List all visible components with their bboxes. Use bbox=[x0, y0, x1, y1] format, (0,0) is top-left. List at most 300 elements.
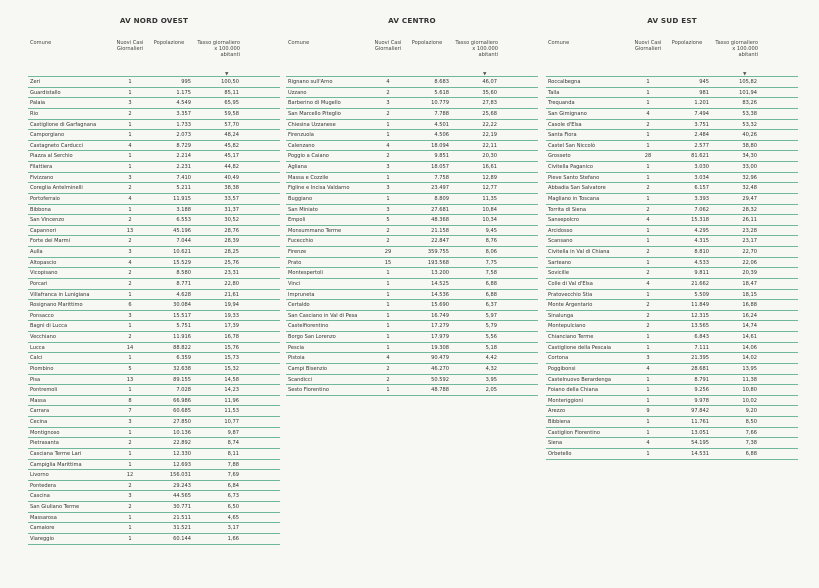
cell-nuovi-casi: 1 bbox=[128, 525, 132, 532]
cell-tasso: 8,06 bbox=[485, 249, 497, 255]
table-row bbox=[546, 279, 798, 290]
cell-nuovi-casi: 1 bbox=[646, 259, 650, 266]
table-row bbox=[286, 258, 538, 269]
cell-nuovi-casi: 2 bbox=[386, 153, 390, 160]
cell-popolazione: 995 bbox=[181, 79, 191, 85]
table-row bbox=[28, 417, 280, 428]
table-row bbox=[286, 332, 538, 343]
table-row bbox=[546, 88, 798, 99]
cell-comune: Vicopisano bbox=[30, 270, 58, 277]
cell-comune: Aulla bbox=[30, 249, 43, 255]
cell-tasso: 14,58 bbox=[224, 376, 239, 383]
table-row bbox=[546, 375, 798, 386]
cell-nuovi-casi: 3 bbox=[128, 100, 132, 107]
cell-nuovi-casi: 1 bbox=[386, 121, 390, 128]
cell-popolazione: 156.031 bbox=[169, 472, 191, 479]
table-row bbox=[28, 428, 280, 439]
cell-nuovi-casi: 2 bbox=[386, 238, 390, 245]
cell-popolazione: 3.751 bbox=[694, 121, 709, 128]
cell-tasso: 45,17 bbox=[224, 153, 239, 160]
cell-popolazione: 54.195 bbox=[691, 440, 709, 447]
cell-nuovi-casi: 1 bbox=[128, 461, 132, 468]
table-row bbox=[546, 247, 798, 258]
header-comune[interactable]: Comune bbox=[288, 40, 310, 46]
cell-nuovi-casi: 2 bbox=[646, 323, 650, 330]
cell-popolazione: 5.211 bbox=[176, 185, 191, 192]
cell-comune: Bagni di Lucca bbox=[30, 323, 68, 330]
table-row bbox=[286, 300, 538, 311]
header-comune[interactable]: Comune bbox=[548, 40, 570, 46]
cell-comune: Trequanda bbox=[548, 100, 575, 107]
table-row bbox=[286, 375, 538, 386]
cell-popolazione: 89.155 bbox=[173, 376, 191, 383]
cell-comune: Coreglia Antelminelli bbox=[30, 185, 83, 192]
cell-nuovi-casi: 2 bbox=[646, 312, 650, 319]
cell-tasso: 3,95 bbox=[485, 376, 497, 383]
cell-comune: Rosignano Marittimo bbox=[30, 302, 83, 309]
cell-comune: Chiesina Uzzanese bbox=[288, 121, 336, 128]
cell-comune: Castiglion Fiorentino bbox=[548, 429, 600, 436]
cell-popolazione: 29.243 bbox=[173, 482, 191, 489]
table-row bbox=[546, 268, 798, 279]
cell-popolazione: 15.517 bbox=[173, 312, 191, 319]
header-nuovi-casi[interactable]: Nuovi Casi Giornalieri bbox=[634, 40, 662, 52]
cell-nuovi-casi: 2 bbox=[646, 270, 650, 277]
table-row bbox=[28, 247, 280, 258]
cell-nuovi-casi: 4 bbox=[646, 365, 650, 372]
cell-popolazione: 21.158 bbox=[431, 227, 449, 234]
cell-popolazione: 27.681 bbox=[431, 206, 449, 213]
cell-tasso: 8,76 bbox=[485, 238, 497, 245]
cell-comune: Pisa bbox=[30, 376, 41, 383]
cell-tasso: 18,15 bbox=[742, 291, 757, 298]
cell-tasso: 32,96 bbox=[742, 174, 757, 181]
cell-nuovi-casi: 1 bbox=[646, 238, 650, 245]
cell-popolazione: 8.791 bbox=[694, 376, 709, 383]
cell-comune: San Casciano in Val di Pesa bbox=[288, 312, 358, 319]
table-row bbox=[28, 215, 280, 226]
table-row bbox=[286, 226, 538, 237]
cell-comune: Carrara bbox=[30, 408, 50, 415]
cell-nuovi-casi: 1 bbox=[128, 132, 132, 139]
cell-nuovi-casi: 6 bbox=[128, 302, 132, 309]
cell-comune: Scandicci bbox=[288, 376, 313, 383]
cell-popolazione: 2.214 bbox=[176, 153, 191, 160]
cell-nuovi-casi: 1 bbox=[646, 450, 650, 457]
table-row bbox=[546, 449, 798, 460]
cell-nuovi-casi: 2 bbox=[128, 440, 132, 447]
table-row bbox=[286, 385, 538, 396]
cell-tasso: 100,50 bbox=[221, 79, 239, 85]
table-row bbox=[28, 183, 280, 194]
cell-popolazione: 7.062 bbox=[694, 206, 709, 213]
cell-tasso: 40,26 bbox=[742, 132, 757, 139]
cell-tasso: 8,74 bbox=[227, 440, 239, 447]
table-row bbox=[546, 183, 798, 194]
cell-comune: Sansepolcro bbox=[548, 217, 580, 224]
table-row bbox=[546, 300, 798, 311]
cell-tasso: 9,45 bbox=[485, 227, 497, 234]
cell-tasso: 38,38 bbox=[224, 185, 239, 192]
table-row bbox=[28, 470, 280, 481]
table-row bbox=[28, 98, 280, 109]
cell-popolazione: 7.410 bbox=[176, 174, 191, 181]
header-tasso[interactable]: Tasso giornaliero x 100.000 abitanti bbox=[197, 40, 240, 58]
cell-nuovi-casi: 1 bbox=[646, 397, 650, 404]
cell-nuovi-casi: 1 bbox=[128, 291, 132, 298]
table-row bbox=[546, 406, 798, 417]
table-row bbox=[546, 226, 798, 237]
cell-popolazione: 21.395 bbox=[691, 355, 709, 362]
cell-comune: Piazza al Serchio bbox=[30, 153, 73, 160]
table-row bbox=[286, 130, 538, 141]
cell-tasso: 14,23 bbox=[224, 387, 239, 394]
cell-comune: Firenzuola bbox=[288, 132, 314, 139]
header-nuovi-casi[interactable]: Nuovi Casi Giornalieri bbox=[374, 40, 402, 52]
cell-popolazione: 60.685 bbox=[173, 408, 191, 415]
cell-comune: Vecchiano bbox=[30, 334, 56, 340]
table-row bbox=[28, 258, 280, 269]
cell-comune: Cecina bbox=[30, 419, 48, 425]
table-row bbox=[546, 77, 798, 88]
cell-comune: Capannori bbox=[30, 227, 57, 234]
cell-tasso: 22,22 bbox=[482, 121, 497, 128]
cell-tasso: 12,77 bbox=[482, 185, 497, 192]
cell-popolazione: 44.565 bbox=[173, 493, 191, 500]
cell-nuovi-casi: 1 bbox=[128, 206, 132, 213]
cell-comune: San Gimignano bbox=[548, 110, 587, 117]
cell-comune: Piombino bbox=[30, 365, 54, 372]
table-row bbox=[546, 311, 798, 322]
cell-nuovi-casi: 1 bbox=[128, 121, 132, 128]
cell-tasso: 9,87 bbox=[227, 429, 239, 436]
cell-comune: Montepulciano bbox=[548, 323, 586, 330]
cell-comune: Rio bbox=[30, 110, 39, 117]
cell-comune: Colle di Val d'Elsa bbox=[548, 280, 593, 287]
cell-comune: Impruneta bbox=[288, 291, 315, 298]
cell-tasso: 25,76 bbox=[224, 259, 239, 266]
cell-tasso: 28,39 bbox=[224, 238, 239, 245]
header-comune[interactable]: Comune bbox=[30, 40, 52, 46]
table-row bbox=[286, 353, 538, 364]
cell-tasso: 21,61 bbox=[224, 291, 239, 298]
table-row bbox=[546, 290, 798, 301]
table-row bbox=[286, 205, 538, 216]
cell-tasso: 15,32 bbox=[224, 365, 239, 372]
cell-tasso: 38,80 bbox=[742, 142, 757, 149]
cell-popolazione: 48.788 bbox=[431, 387, 449, 394]
cell-popolazione: 16.749 bbox=[431, 312, 449, 319]
cell-nuovi-casi: 13 bbox=[126, 227, 134, 234]
cell-tasso: 59,58 bbox=[224, 110, 239, 117]
cell-comune: Sarteano bbox=[548, 259, 572, 266]
cell-popolazione: 10.136 bbox=[173, 429, 191, 436]
cell-tasso: 7,58 bbox=[485, 270, 497, 277]
cell-nuovi-casi: 1 bbox=[646, 419, 650, 425]
cell-comune: Massarosa bbox=[30, 514, 57, 521]
cell-tasso: 65,95 bbox=[224, 100, 239, 107]
cell-tasso: 1,66 bbox=[227, 535, 239, 542]
cell-tasso: 33,00 bbox=[742, 164, 757, 170]
cell-comune: Montignoso bbox=[30, 429, 60, 436]
cell-tasso: 10,02 bbox=[742, 397, 757, 404]
cell-nuovi-casi: 2 bbox=[646, 249, 650, 255]
cell-comune: Grosseto bbox=[548, 153, 571, 160]
header-tasso[interactable]: Tasso giornaliero x 100.000 abitanti bbox=[715, 40, 758, 58]
cell-comune: Pieve Santo Stefano bbox=[548, 174, 600, 181]
cell-nuovi-casi: 4 bbox=[128, 259, 132, 266]
cell-nuovi-casi: 3 bbox=[646, 355, 650, 362]
table-row bbox=[546, 353, 798, 364]
cell-comune: Bibbiena bbox=[548, 419, 571, 425]
cell-popolazione: 7.494 bbox=[694, 110, 709, 117]
table-row bbox=[28, 120, 280, 131]
cell-comune: Civitella Paganico bbox=[548, 164, 593, 170]
cell-nuovi-casi: 1 bbox=[386, 334, 390, 340]
cell-tasso: 8,50 bbox=[745, 419, 757, 425]
cell-tasso: 7,66 bbox=[745, 429, 757, 436]
cell-comune: Castiglione della Pescaia bbox=[548, 344, 611, 351]
cell-popolazione: 14.536 bbox=[431, 291, 449, 298]
cell-comune: Chianciano Terme bbox=[548, 334, 594, 340]
cell-comune: Monteriggioni bbox=[548, 397, 584, 404]
table-row bbox=[546, 321, 798, 332]
cell-popolazione: 8.810 bbox=[694, 249, 709, 255]
table-row bbox=[286, 173, 538, 184]
cell-tasso: 6,88 bbox=[485, 291, 497, 298]
cell-comune: Certaldo bbox=[288, 302, 310, 309]
cell-comune: Calenzano bbox=[288, 142, 315, 149]
table-row bbox=[28, 130, 280, 141]
cell-comune: Barberino di Mugello bbox=[288, 100, 341, 107]
cell-nuovi-casi: 1 bbox=[386, 387, 390, 394]
table-row bbox=[546, 417, 798, 428]
table-row bbox=[28, 88, 280, 99]
cell-popolazione: 5.509 bbox=[694, 291, 709, 298]
table-row bbox=[286, 109, 538, 120]
cell-nuovi-casi: 1 bbox=[386, 195, 390, 202]
table-row bbox=[546, 205, 798, 216]
cell-comune: Arcidosso bbox=[548, 227, 573, 234]
cell-popolazione: 30.084 bbox=[173, 302, 191, 309]
cell-popolazione: 19.308 bbox=[431, 344, 449, 351]
cell-comune: Firenze bbox=[288, 249, 307, 255]
cell-comune: Cortona bbox=[548, 355, 569, 362]
cell-tasso: 3,17 bbox=[227, 525, 239, 532]
cell-popolazione: 31.521 bbox=[173, 525, 191, 532]
cell-nuovi-casi: 1 bbox=[128, 164, 132, 170]
cell-nuovi-casi: 2 bbox=[128, 504, 132, 510]
cell-nuovi-casi: 1 bbox=[128, 355, 132, 362]
cell-tasso: 6,88 bbox=[485, 280, 497, 287]
cell-popolazione: 5.618 bbox=[434, 89, 449, 96]
cell-popolazione: 4.549 bbox=[176, 100, 191, 107]
cell-comune: Campi Bisenzio bbox=[288, 365, 328, 372]
table-row bbox=[286, 279, 538, 290]
cell-tasso: 22,70 bbox=[742, 249, 757, 255]
cell-popolazione: 18.057 bbox=[431, 164, 449, 170]
table-row bbox=[546, 194, 798, 205]
cell-tasso: 14,61 bbox=[742, 334, 757, 340]
cell-tasso: 6,73 bbox=[227, 493, 239, 500]
cell-tasso: 27,83 bbox=[482, 100, 497, 107]
cell-tasso: 31,37 bbox=[224, 206, 239, 213]
cell-comune: Foiano della Chiana bbox=[548, 387, 598, 394]
table-row bbox=[286, 311, 538, 322]
cell-popolazione: 9.811 bbox=[694, 270, 709, 277]
cell-tasso: 57,70 bbox=[224, 121, 239, 128]
cell-comune: Campiglia Marittima bbox=[30, 461, 82, 468]
cell-popolazione: 22.847 bbox=[431, 238, 449, 245]
cell-comune: Monsummano Terme bbox=[288, 227, 342, 234]
cell-comune: Sinalunga bbox=[548, 312, 574, 319]
cell-nuovi-casi: 2 bbox=[128, 270, 132, 277]
cell-tasso: 16,24 bbox=[742, 312, 757, 319]
table-header bbox=[286, 40, 538, 78]
header-popolazione[interactable]: Popolazione bbox=[411, 40, 443, 46]
cell-nuovi-casi: 12 bbox=[126, 472, 134, 479]
sort-desc-icon[interactable]: ▼ bbox=[483, 72, 487, 77]
cell-tasso: 22,19 bbox=[482, 132, 497, 139]
cell-tasso: 32,48 bbox=[742, 185, 757, 192]
cell-popolazione: 3.034 bbox=[694, 174, 709, 181]
cell-tasso: 7,38 bbox=[745, 440, 757, 447]
table-row bbox=[28, 481, 280, 492]
cell-comune: Vinci bbox=[288, 280, 301, 287]
cell-nuovi-casi: 5 bbox=[386, 217, 390, 224]
cell-tasso: 7,75 bbox=[485, 259, 497, 266]
cell-nuovi-casi: 7 bbox=[128, 408, 132, 415]
table-row bbox=[546, 236, 798, 247]
table-row bbox=[546, 343, 798, 354]
cell-popolazione: 10.779 bbox=[431, 100, 449, 107]
cell-nuovi-casi: 1 bbox=[128, 535, 132, 542]
table-row bbox=[286, 364, 538, 375]
table-row bbox=[28, 534, 280, 545]
cell-nuovi-casi: 3 bbox=[386, 206, 390, 213]
cell-nuovi-casi: 28 bbox=[644, 153, 652, 160]
cell-popolazione: 359.755 bbox=[427, 249, 449, 255]
cell-comune: Magliano in Toscana bbox=[548, 195, 600, 202]
cell-popolazione: 4.315 bbox=[694, 238, 709, 245]
table-row bbox=[28, 173, 280, 184]
cell-tasso: 5,97 bbox=[485, 312, 497, 319]
table-row bbox=[286, 141, 538, 152]
header-nuovi-casi[interactable]: Nuovi Casi Giornalieri bbox=[116, 40, 144, 52]
cell-nuovi-casi: 1 bbox=[646, 174, 650, 181]
cell-nuovi-casi: 4 bbox=[386, 355, 390, 362]
cell-comune: Cascina bbox=[30, 493, 50, 500]
table-row bbox=[28, 375, 280, 386]
cell-popolazione: 6.843 bbox=[694, 334, 709, 340]
cell-popolazione: 6.359 bbox=[176, 355, 191, 362]
cell-tasso: 6,50 bbox=[227, 504, 239, 510]
cell-tasso: 20,30 bbox=[482, 153, 497, 160]
cell-popolazione: 4.628 bbox=[176, 291, 191, 298]
cell-tasso: 5,79 bbox=[485, 323, 497, 330]
header-popolazione[interactable]: Popolazione bbox=[671, 40, 703, 46]
panel-title: AV SUD EST bbox=[647, 16, 697, 25]
table-row bbox=[28, 364, 280, 375]
cell-nuovi-casi: 1 bbox=[646, 132, 650, 139]
cell-popolazione: 17.279 bbox=[431, 323, 449, 330]
cell-tasso: 22,11 bbox=[482, 142, 497, 149]
header-popolazione[interactable]: Popolazione bbox=[153, 40, 185, 46]
cell-popolazione: 8.683 bbox=[434, 79, 449, 85]
cell-tasso: 6,37 bbox=[485, 302, 497, 309]
cell-tasso: 46,07 bbox=[482, 79, 497, 85]
cell-comune: San Vincenzo bbox=[30, 217, 65, 224]
table-body bbox=[546, 76, 798, 460]
cell-nuovi-casi: 5 bbox=[128, 365, 132, 372]
table-row bbox=[28, 77, 280, 88]
cell-comune: Massa bbox=[30, 397, 46, 404]
cell-tasso: 30,52 bbox=[224, 217, 239, 224]
cell-tasso: 4,65 bbox=[227, 514, 239, 521]
cell-comune: Ponsacco bbox=[30, 312, 54, 319]
cell-popolazione: 981 bbox=[699, 89, 709, 96]
cell-nuovi-casi: 1 bbox=[128, 89, 132, 96]
cell-nuovi-casi: 3 bbox=[386, 164, 390, 170]
cell-popolazione: 11.849 bbox=[691, 302, 709, 309]
cell-popolazione: 10.621 bbox=[173, 249, 191, 255]
cell-comune: Borgo San Lorenzo bbox=[288, 334, 336, 340]
cell-tasso: 28,25 bbox=[224, 249, 239, 255]
cell-tasso: 105,82 bbox=[739, 79, 757, 85]
cell-popolazione: 7.788 bbox=[434, 110, 449, 117]
cell-tasso: 33,57 bbox=[224, 195, 239, 202]
cell-popolazione: 7.111 bbox=[694, 344, 709, 351]
cell-nuovi-casi: 1 bbox=[128, 514, 132, 521]
cell-comune: Santa Fiora bbox=[548, 132, 577, 139]
sort-desc-icon[interactable]: ▼ bbox=[743, 72, 747, 77]
cell-popolazione: 13.051 bbox=[691, 429, 709, 436]
table-row bbox=[546, 130, 798, 141]
cell-nuovi-casi: 3 bbox=[128, 312, 132, 319]
cell-popolazione: 4.501 bbox=[434, 121, 449, 128]
cell-popolazione: 4.295 bbox=[694, 227, 709, 234]
sort-desc-icon[interactable]: ▼ bbox=[225, 72, 229, 77]
cell-popolazione: 23.497 bbox=[431, 185, 449, 192]
cell-comune: Sovicille bbox=[548, 270, 569, 277]
table-row bbox=[546, 364, 798, 375]
cell-tasso: 15,76 bbox=[224, 344, 239, 351]
cell-comune: Castiglione di Garfagnana bbox=[30, 121, 97, 128]
cell-nuovi-casi: 3 bbox=[128, 419, 132, 425]
cell-popolazione: 4.533 bbox=[694, 259, 709, 266]
header-tasso[interactable]: Tasso giornaliero x 100.000 abitanti bbox=[455, 40, 498, 58]
cell-comune: San Giuliano Terme bbox=[30, 504, 80, 510]
cell-popolazione: 8.771 bbox=[176, 280, 191, 287]
cell-popolazione: 9.256 bbox=[694, 387, 709, 394]
cell-comune: Pratovecchio Stia bbox=[548, 291, 593, 298]
cell-popolazione: 90.479 bbox=[431, 355, 449, 362]
table-row bbox=[28, 502, 280, 513]
table-row bbox=[286, 183, 538, 194]
cell-popolazione: 81.621 bbox=[691, 153, 709, 160]
cell-comune: Camporgiano bbox=[30, 132, 65, 139]
cell-popolazione: 15.529 bbox=[173, 259, 191, 266]
cell-comune: Portoferraio bbox=[30, 195, 60, 202]
cell-popolazione: 8.580 bbox=[176, 270, 191, 277]
table-row bbox=[28, 332, 280, 343]
cell-tasso: 83,26 bbox=[742, 100, 757, 107]
cell-nuovi-casi: 3 bbox=[386, 185, 390, 192]
cell-tasso: 101,94 bbox=[739, 89, 757, 96]
cell-popolazione: 3.393 bbox=[694, 195, 709, 202]
table-row bbox=[28, 523, 280, 534]
cell-tasso: 5,18 bbox=[485, 344, 497, 351]
